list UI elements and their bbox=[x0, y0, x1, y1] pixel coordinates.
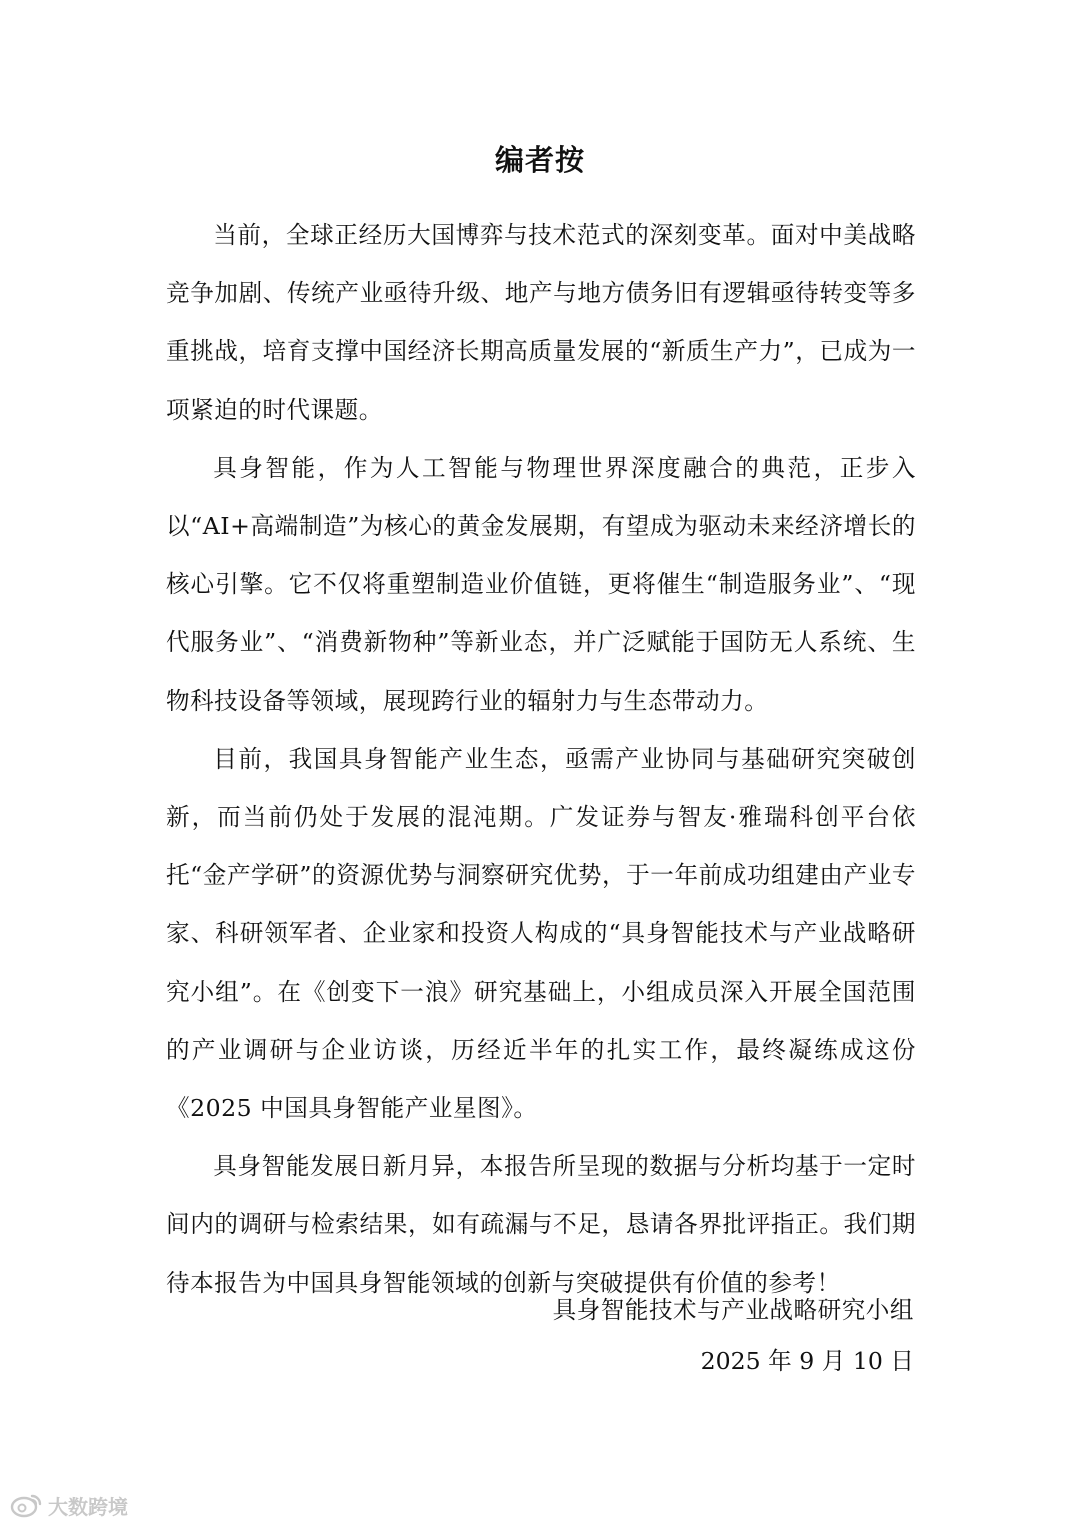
date: 2025 年 9 月 10 日 bbox=[700, 1347, 914, 1375]
document-body bbox=[166, 206, 916, 1312]
paragraph-4: 具身智能发展日新月异，本报告所呈现的数据与分析均基于一定时间内的调研与检索结果，如有疏漏与不足，恳请各界批评指正。我们期待本报告为中国具身智能领域的创新与突破提供有价值的参考！ bbox=[166, 1152, 916, 1297]
paragraph-1: 当前，全球正经历大国博弈与技术范式的深刻变革。面对中美战略竞争加剧、传统产业亟待升级、地产与地方债务旧有逻辑亟待转变等多重挑战，培育支撑中国经济长期高质量发展的“新质生产力”，已成为一项紧迫的时代课题。 bbox=[166, 221, 916, 424]
paragraph-2: 具身智能，作为人工智能与物理世界深度融合的典范，正步入以“AI+高端制造”为核心的黄金发展期，有望成为驱动未来经济增长的核心引擎。它不仅将重塑制造业价值链，更将催生“制造服务业”、“现代服务业”、“消费新物种”等新业态，并广泛赋能于国防无人系统、生物科技设备等领域，展现跨行业的辐射力与生态带动力。 bbox=[166, 453, 916, 715]
signature: 具身智能技术与产业战略研究小组 bbox=[552, 1296, 914, 1324]
paragraph-3: 目前，我国具身智能产业生态，亟需产业协同与基础研究突破创新，而当前仍处于发展的混沌期。广发证券与智友·雅瑞科创平台依托“金产学研”的资源优势与洞察研究优势，于一年前成功组建由产业专家、科研领军者、企业家和投资人构成的“具身智能技术与产业战略研究小组”。在《创变下一浪》研究基础上，小组成员深入开展全国范围的产业调研与企业访谈，历经近半年的扎实工作，最终凝练成这份《2025 中国具身智能产业星图》。 bbox=[166, 744, 916, 1123]
watermark bbox=[10, 1490, 128, 1520]
watermark-text: 大数跨境 bbox=[48, 1494, 128, 1519]
page-title: 编者按 bbox=[494, 143, 585, 177]
weibo-icon bbox=[10, 1492, 44, 1518]
